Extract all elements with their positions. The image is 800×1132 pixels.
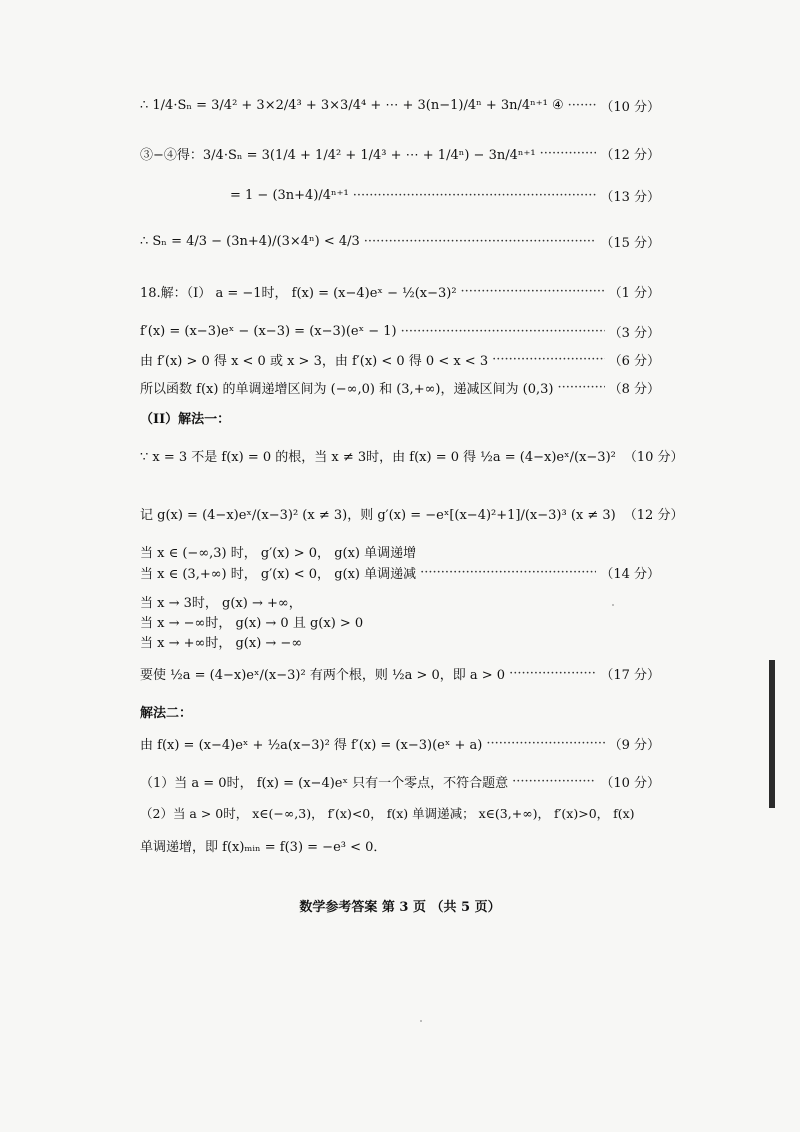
line-17: 解法二：: [140, 706, 193, 721]
line-16: 要使 ½a = (4−x)eˣ/(x−3)² 有两个根，则 ½a > 0，即 a > 0 ····· （17 分）: [140, 664, 660, 683]
leader-dots: [557, 380, 604, 395]
leader-dots: [509, 666, 596, 681]
leader-dots: [461, 284, 605, 299]
line-21: 单调递增，即 f(x)ₘᵢₙ = f(3) = −e³ < 0．: [140, 840, 387, 855]
line-20: （2）当 a > 0时， x∈(−∞,3)， f′(x)<0， f(x) 单调递减； x∈(3,+∞)， f′(x)>0， f(x): [140, 806, 635, 821]
line-1: ③−④得：3/4·Sₙ = 3(1/4 + 1/4² + 1/4³ + ⋯ + 1/4ⁿ) − 3n/4ⁿ⁺¹ ····· （12 分）: [140, 144, 660, 163]
line-8: （II）解法一：: [140, 412, 231, 427]
leader-dots: [364, 234, 597, 249]
line-6: 由 f′(x) > 0 得 x < 0 或 x > 3，由 f′(x) < 0 得 0 < x < 3 ····· （6 分）: [140, 350, 660, 369]
line-5: f′(x) = (x−3)eˣ − (x−3) = (x−3)(eˣ − 1) ····· （3 分）: [140, 322, 660, 341]
line-13: 当 x → 3时， g(x) → +∞，: [140, 596, 302, 611]
line-9: ∵ x = 3 不是 f(x) = 0 的根，当 x ≠ 3时，由 f(x) = 0 得 ½a = (4−x)eˣ/(x−3)² （10 分）: [140, 450, 684, 465]
scan-edge-bar: [769, 660, 775, 808]
line-10: 记 g(x) = (4−x)eˣ/(x−3)² (x ≠ 3)，则 g′(x) = −eˣ[(x−4)²+1]/(x−3)³ (x ≠ 3) （12 分）: [140, 508, 684, 523]
leader-dots: [420, 565, 596, 580]
line-2: = 1 − (3n+4)/4ⁿ⁺¹ ····· （13 分）: [230, 186, 660, 205]
scan-speck: [612, 604, 614, 606]
line-14: 当 x → −∞时， g(x) → 0 且 g(x) > 0: [140, 616, 364, 631]
line-11: 当 x ∈ (−∞,3) 时， g′(x) > 0， g(x) 单调递增: [140, 546, 417, 561]
line-3: ∴ Sₙ = 4/3 − (3n+4)/(3×4ⁿ) < 4/3 ····· （15 分）: [140, 232, 660, 251]
scan-speck: [420, 1020, 422, 1022]
leader-dots: [486, 736, 604, 751]
leader-dots: [353, 188, 597, 203]
line-12: 当 x ∈ (3,+∞) 时， g′(x) < 0， g(x) 单调递减 ····· （14 分）: [140, 563, 660, 582]
line-19: （1）当 a = 0时， f(x) = (x−4)eˣ 只有一个零点，不符合题意 ····· （10 分）: [140, 772, 660, 791]
leader-dots: [568, 98, 597, 113]
line-4: 18.解：（I） a = −1时， f(x) = (x−4)eˣ − ½(x−3)² ····· （1 分）: [140, 282, 660, 301]
leader-dots: [492, 352, 604, 367]
leader-dots: [512, 774, 596, 789]
leader-dots: [401, 324, 605, 339]
leader-dots: [540, 146, 597, 161]
line-7: 所以函数 f(x) 的单调递增区间为 (−∞,0) 和 (3,+∞)，递减区间为 (0,3) ····· （8 分）: [140, 378, 660, 397]
line-15: 当 x → +∞时， g(x) → −∞: [140, 636, 303, 651]
page-footer: 数学参考答案 第 3 页 （共 5 页）: [299, 900, 501, 915]
line-0: ∴ 1/4·Sₙ = 3/4² + 3×2/4³ + 3×3/4⁴ + ⋯ + 3(n−1)/4ⁿ + 3n/4ⁿ⁺¹ ④ ····· （10 分）: [140, 96, 660, 115]
line-18: 由 f(x) = (x−4)eˣ + ½a(x−3)² 得 f′(x) = (x−3)(eˣ + a) ····· （9 分）: [140, 734, 660, 753]
